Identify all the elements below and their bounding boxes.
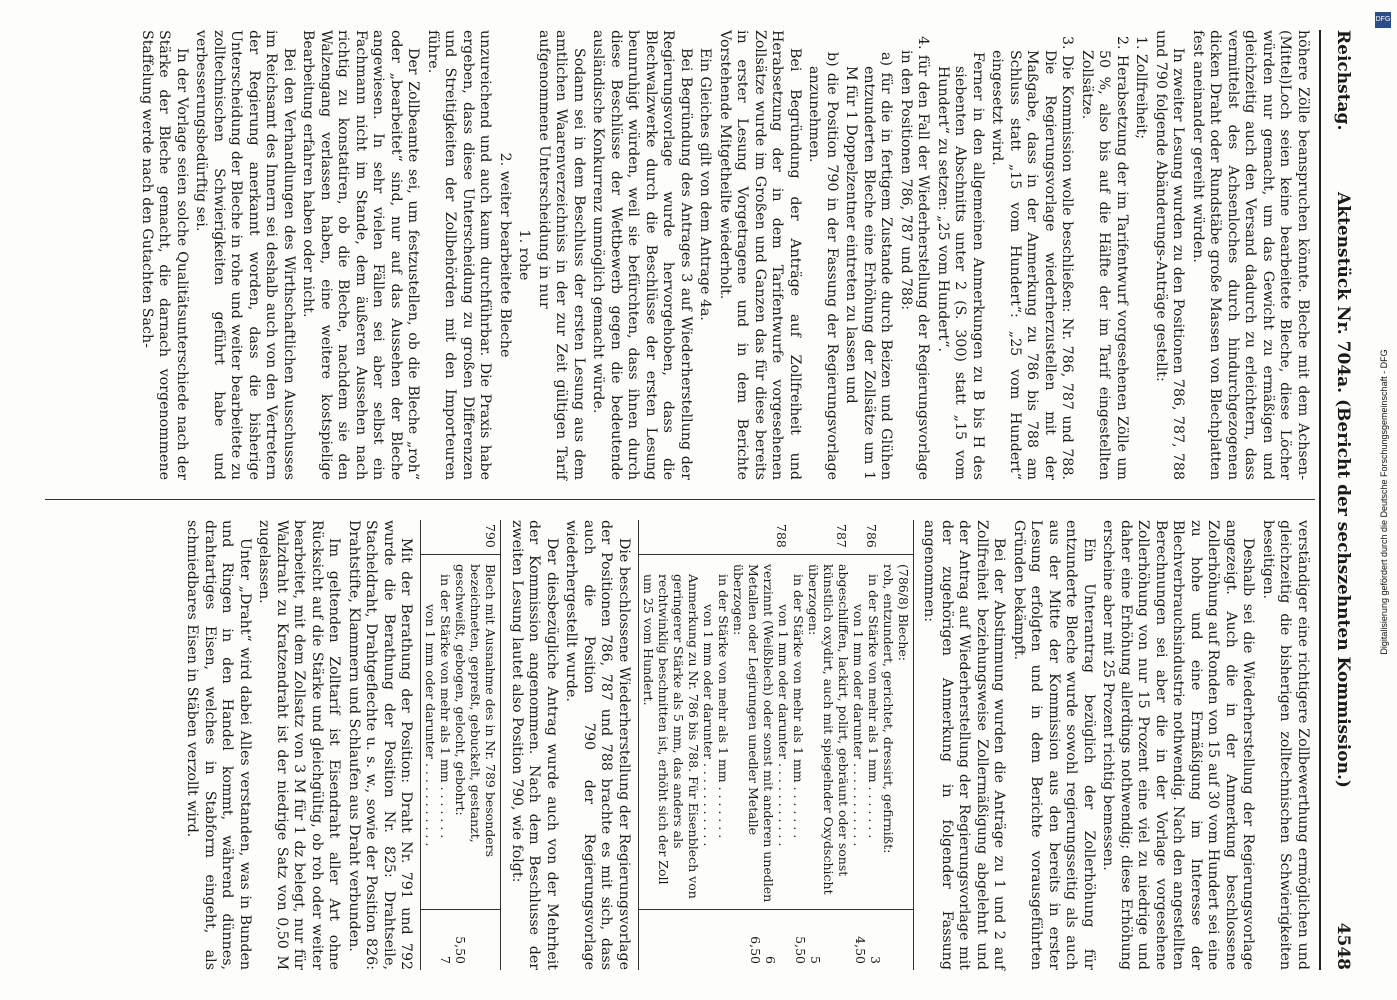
paragraph: Ein Gleiches gilt von dem Antrage 4a. — [697, 48, 713, 321]
tariff-table-790 — [420, 520, 501, 970]
paragraph: Sodann sei in dem Beschluss der ersten Lesung aus dem amtlichen Waarenverzeichniss in der zur Zeit gültigen Tarif aufgenommene Unterscheidung in nur — [535, 30, 587, 480]
paragraph: Unter „Draht“ wird dabei Alles verstanden, was in Bunden und Ringen in den Handel kommt, während dünnes, drahtartiges Eisen, welches in Stabform eingeht, als schmiedbares Eisen in Stäben verzollt wird. — [184, 520, 253, 970]
tariff-table-786-788 — [638, 520, 914, 970]
position-numbers — [639, 520, 913, 555]
tariff-value: 4,50 — [852, 936, 868, 964]
paragraph: Der Zollbeamte sei, um festzustellen, ob die Bleche „roh“ oder „bearbeitet“ sind, nur auf das Aussehen der Bleche angewiesen. In sehr vielen Fällen sei aber selbst ein Fachmann nicht im Stande, dem äußeren Aussehen nach richtig zu konstatiren, ob die Bleche, nachdem sie den Walzengang verlassen haben, eine weitere kostspielige Bearbeitung erfahren haben oder nicht. — [300, 30, 421, 480]
position-number: 788 — [773, 524, 789, 548]
paragraph: Bei den Verhandlungen des Wirthschaftlichen Ausschusses im Reichsamt des Innern sei deshalb auch von den Vertretern der Regierung anerkannt worden, dass die bisherige Unterscheidung der Bleche in rohe und weiter bearbeitete zu zolltechnischen Schwierigkeiten geführt habe und verbesserungsbedürftig sei. — [193, 30, 297, 480]
table-line: (786/8) Bleche: — [895, 564, 911, 661]
tariff-value: 7 — [438, 956, 453, 964]
table-line: in der Stärke von mehr als 1 mm . . . . . . . — [865, 574, 881, 839]
list-item: 2. Herabsetzung der im Tarifentwurf vorgesehenen Zölle um 50 %, also bis auf die Hälfte der im Tarif eingestellten Zollsätze. — [1078, 36, 1130, 480]
table-line: von 1 mm oder darunter . . . . . . . . . . . — [700, 604, 716, 847]
list-item: Ferner in den allgemeinen Anmerkungen zu B bis H des siebenten Abschnitts unter 2 (S. 300) statt „15 vom Hundert“ zu setzen: „25 vom Hundert“. — [934, 52, 986, 480]
tariff-value: 3 — [867, 956, 883, 964]
tariff-value: 5 — [807, 956, 823, 964]
column-divider — [45, 499, 1315, 500]
document-page — [39, 30, 1359, 970]
table-line: abgeschliffen, lackirt, polirt, gebräunt oder sonst künstlich oxydirt, auch mit spiegelnder Oxydschicht überzogen: — [805, 564, 851, 895]
paragraph: In zweiter Lesung wurden zu den Positionen 786, 787, 788 und 790 folgende Abänderungs-Anträge gestellt: — [1152, 30, 1186, 480]
table-line: von 1 mm oder darunter . . . . . . . . . . . — [850, 604, 866, 847]
paragraph: Der diesbezügliche Antrag wurde auch von der Mehrheit der Kommission angenommen. Nach dem Beschlusse der zweiten Lesung lautet also Position 790, wie folgt: — [508, 520, 560, 970]
list-item: 3. Die Kommission wolle beschließen: Nr. 786, 787 und 788. Die Regierungsvorlage wiederherzustellen mit der Maßgabe, dass in der Anmerkung zu 786 bis 788 am Schluss statt „15 vom Hundert“: „25 vom Hundert“ eingesetzt wird. — [989, 36, 1075, 480]
position-numbers — [421, 520, 500, 555]
list-item: a) für die in fertigem Zustande durch Beizen und Glühen entzunderten Bleche eine Erhöhung der Zollsätze um 1 M für 1 Doppelzentner eintreten zu lassen und — [843, 52, 894, 480]
credit-text: Digitalisierung gefördert durch die Deutsche Forschungsgemeinschaft - DFG — [1379, 349, 1389, 655]
list-item: b) die Position 790 in der Fassung der Regierungsvorlage anzunehmen. — [806, 52, 840, 480]
header-left: Reichstag. — [1332, 30, 1353, 131]
paragraph: Ein Unterantrag bezüglich der Zollerhöhung für entzunderte Bleche wurde sowohl regierungsseitig als auch aus der Mitte der Kommission aus den bereits in erster Lesung erfolgten und in dem Berichte vorausgeführten Gründen bekämpft. — [1010, 520, 1097, 970]
page-number: 4548 — [1332, 922, 1353, 970]
table-line: in der Stärke von mehr als 1 mm . . . . . . . — [438, 574, 453, 839]
tariff-value: 6,50 — [747, 936, 763, 964]
dfg-logo: DFG — [1375, 12, 1391, 28]
digitization-credit — [1378, 22, 1390, 982]
table-line: verzinnt (Weißblech) oder sonst mit anderen unedlen Metallen oder Legirungen unedler Metalle überzogen: — [730, 564, 776, 903]
list-item: 4. für den Fall der Wiederherstellung der Regierungsvorlage in den Positionen 786, 787 und 788: — [897, 36, 931, 480]
table-line: von 1 mm oder darunter . . . . . . . . . . . — [775, 604, 791, 847]
left-column — [135, 30, 1311, 480]
paragraph: höhere Zölle beanspruchen könnte. Bleche mit dem Achsen-(Mittel)Loch seien keine bearbeitete Bleche, diese Löcher würden nur gemacht, um das Gewicht zu ermäßigen und gleichzeitig auch den Versand dadurch zu erleichtern, dass vermittelst des Achsenloches durch hindurchgezogenen dicken Draht oder Rundstäbe große Massen von Blechplatten fest aneinander gereiht würden. — [1189, 30, 1311, 480]
paragraph: verständiger eine richtigere Zollbewerthung ermöglichen und gleichzeitig die bisherigen zolltechnischen Schwierigkeiten beseitigen. — [1259, 520, 1311, 970]
paragraph: Bei Begründung der Anträge auf Zollfreiheit und Herabsetzung der in dem Tarifentwurfe vorgesehenen Zollsätze wurde im Großen und Ganzen das für diese bereits in erster Lesung Vorgetragene und in dem Berichte Vorstehende Mitgetheilte wiederholt. — [716, 30, 803, 480]
tariff-value: 5,50 — [792, 936, 808, 964]
paragraph: In der Vorlage seien solche Qualitätsunterschiede nach der Stärke der Bleche gemacht, die darnach vorgenommene Staffelung werde nach den Gutachten Sach- — [138, 30, 190, 480]
tariff-value: 5,50 — [453, 936, 468, 964]
list-item: 2. weiter bearbeitete Bleche — [496, 152, 513, 358]
paragraph: Bei der Abstimmung wurden die Anträge zu 1 und 2 auf Zollfreiheit beziehungsweise Zollermäßigung abgelehnt und der Antrag auf Wiederherstellung der Regierungsvorlage mit der zugehörigen Anmerkung in folgender Fassung angenommen: — [921, 520, 1007, 970]
list-item: 1. rohe — [516, 229, 532, 281]
paragraph: Bei Begründung des Antrages 3 auf Wiederherstellung der Regierungsvorlage wurde hervorgehoben, dass die Blechwalzwerke durch die Beschlüsse der ersten Lesung beunruhigt würden, weil sie befürchten, dass ihnen durch diese Beschlüsse der Wettbewerb gegen die bedeutende ausländische Konkurrenz unmöglich gemacht würde. — [590, 30, 694, 480]
right-column — [181, 520, 1311, 970]
header-rule — [1319, 30, 1321, 970]
paragraph: unzureichend und auch kaum durchführbar. Die Praxis habe ergeben, dass diese Unterscheidung zu großen Differenzen und Streitigkeiten der Zollbehörden mit den Importeuren führe. — [424, 30, 493, 480]
paragraph: Die beschlossene Wiederherstellung der Regierungsvorlage der Positionen 786, 787 und 788 brachte es mit sich, dass auch die Position 790 der Regierungsvorlage wiederhergestellt wurde. — [563, 520, 632, 970]
table-line: Blech mit Ausnahme des in Nr. 789 besonders bezeichneten, gepreßt, gebuckelt, gestanzt, geschweißt, gebogen, gelocht, gebohrt: — [453, 564, 498, 858]
tariff-value: 6 — [762, 956, 778, 964]
table-line: roh, entzundert, gerichtet, dressirt, gefirnißt: — [880, 564, 896, 854]
page-header — [1319, 30, 1359, 970]
table-note: Anmerkung zu Nr. 786 bis 788. Für Eisenblech von geringerer Stärke als 5 mm, das anders als rechtwinklig beschnitten ist, erhöht sich der Zoll um 25 vom Hundert. — [640, 574, 701, 899]
table-line: in der Stärke von mehr als 1 mm . . . . . . . — [790, 574, 806, 839]
table-line: von 1 mm oder darunter . . . . . . . . . . . — [423, 604, 438, 847]
table-body — [639, 560, 913, 910]
table-body — [421, 560, 500, 910]
header-title: Aktenstück Nr. 704a. (Bericht der sechszehnten Kommission.) — [1332, 192, 1353, 788]
paragraph: Im geltenden Zolltarif ist Eisendraht aller Art ohne Rücksicht auf die Stärke und gleichgültig, ob roh oder weiter bearbeitet, mit dem Zollsatz von 3 M für 1 dz belegt, nur für Walzdraht zu Kratzendraht ist der niedrige Satz von 0,50 M zugelassen. — [256, 520, 342, 970]
list-item: 1. Zollfreiheit; — [1133, 36, 1149, 140]
position-number: 790 — [483, 524, 498, 548]
table-line: in der Stärke von mehr als 1 mm . . . . . . . — [715, 574, 731, 839]
position-number: 787 — [833, 524, 849, 548]
paragraph: Mit der Berathung der Position: Draht Nr. 791 und 792 wurde die Berathung der Position Nr. 825: Drahtseile, Stacheldraht, Drahtgeflechte u. s. w., sowie der Position 826: Drahtstifte, Klammern und Schlaufen aus Draht verbunden. — [345, 520, 414, 970]
position-number: 786 — [863, 524, 879, 548]
paragraph: Deshalb sei die Wiederherstellung der Regierungsvorlage angezeigt. Auch die in der Anmerkung beschlossene Zollerhöhung auf Ronden von 15 auf 30 vom Hundert sei eine zu hohe und eine Ermäßigung im Interesse der Blechverbrauchsindustrie nothwendig. Nach den angestellten Berechnungen sei aber die in der Vorlage vorgesehene Zollerhöhung von nur 15 Prozent eine viel zu niedrige und daher eine Erhöhung allerdings nothwendig; diese Erhöhung erscheine aber mit 25 Prozent richtig bemessen. — [1100, 520, 1256, 970]
